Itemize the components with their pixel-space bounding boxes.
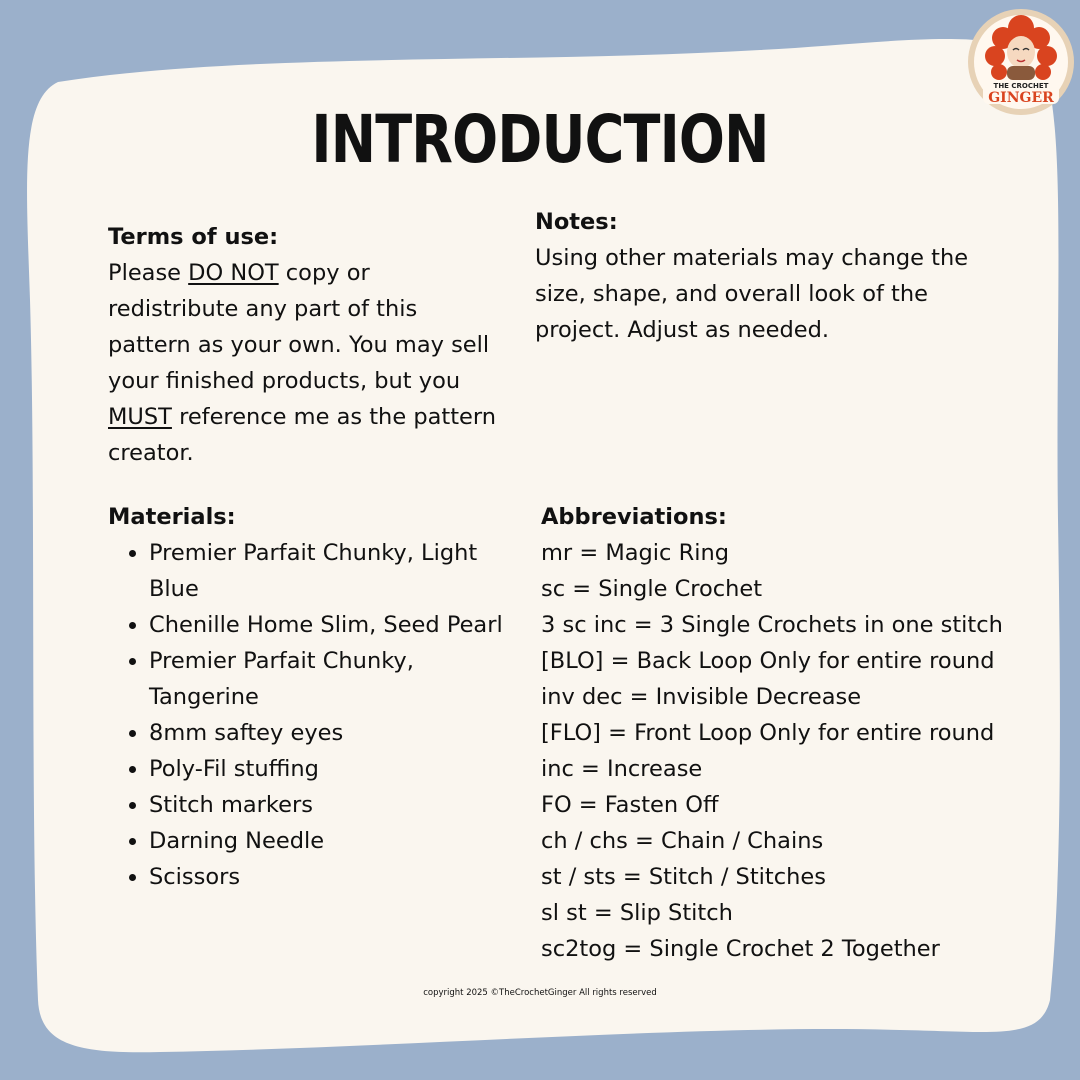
materials-item bbox=[149, 643, 508, 715]
materials-item-text: • Premier Parfait Chunky, Light bbox=[149, 540, 478, 566]
materials-item-text: Tangerine bbox=[149, 684, 259, 710]
terms-line-5 bbox=[108, 399, 508, 435]
abbreviation-item: [BLO] = Back Loop Only for entire round bbox=[541, 648, 995, 674]
abbreviation-item: 3 sc inc = 3 Single Crochets in one stitch bbox=[541, 612, 1003, 638]
materials-section bbox=[108, 499, 508, 895]
materials-item bbox=[149, 607, 508, 643]
terms-must: MUST bbox=[108, 404, 172, 430]
logo-text-line2: GINGER bbox=[988, 90, 1054, 106]
terms-heading: Terms of use: bbox=[108, 224, 279, 250]
terms-line-4: your finished products, but you bbox=[108, 368, 461, 394]
materials-item bbox=[149, 715, 508, 751]
abbreviation-item: inv dec = Invisible Decrease bbox=[541, 684, 862, 710]
copyright-notice: copyright 2025 ©TheCrochetGinger All rights reserved bbox=[423, 988, 657, 998]
terms-line-3: pattern as your own. You may sell bbox=[108, 332, 490, 358]
abbreviation-item: st / sts = Stitch / Stitches bbox=[541, 864, 826, 890]
abbreviation-item: mr = Magic Ring bbox=[541, 540, 730, 566]
abbreviation-item: [FLO] = Front Loop Only for entire round bbox=[541, 720, 995, 746]
materials-item-text: • Scissors bbox=[149, 864, 241, 890]
materials-heading: Materials: bbox=[108, 504, 236, 530]
materials-item-text: • Darning Needle bbox=[149, 828, 325, 854]
abbreviation-item: sl st = Slip Stitch bbox=[541, 900, 733, 926]
page-title: INTRODUCTION bbox=[311, 101, 769, 178]
terms-line-1 bbox=[108, 255, 508, 291]
materials-item bbox=[149, 823, 508, 859]
abbreviation-item: FO = Fasten Off bbox=[541, 792, 719, 818]
logo-text-line1: THE CROCHET bbox=[993, 82, 1049, 90]
terms-text: Please bbox=[108, 260, 189, 286]
notes-section bbox=[535, 204, 975, 348]
materials-item-text: • Chenille Home Slim, Seed Pearl bbox=[149, 612, 503, 638]
materials-item bbox=[149, 859, 508, 895]
terms-section bbox=[108, 219, 508, 471]
abbreviation-item: sc = Single Crochet bbox=[541, 576, 763, 602]
materials-list bbox=[108, 535, 508, 895]
notes-line: Using other materials may change the bbox=[535, 245, 969, 271]
materials-item-text: • Premier Parfait Chunky, bbox=[149, 648, 414, 674]
abbreviations-heading: Abbreviations: bbox=[541, 504, 727, 530]
materials-item-text: • 8mm saftey eyes bbox=[149, 720, 344, 746]
terms-line-6: creator. bbox=[108, 440, 194, 466]
materials-item-text: Blue bbox=[149, 576, 199, 602]
notes-line: project. Adjust as needed. bbox=[535, 317, 830, 343]
materials-item bbox=[149, 787, 508, 823]
abbreviation-item: ch / chs = Chain / Chains bbox=[541, 828, 824, 854]
abbreviations-section bbox=[541, 499, 1041, 967]
terms-do-not: DO NOT bbox=[188, 260, 279, 286]
notes-heading: Notes: bbox=[535, 209, 618, 235]
crochet-ginger-logo bbox=[967, 8, 1075, 116]
abbreviation-item: sc2tog = Single Crochet 2 Together bbox=[541, 936, 940, 962]
materials-item-text: • Poly-Fil stuffing bbox=[149, 756, 319, 782]
materials-item bbox=[149, 751, 508, 787]
terms-line-2: redistribute any part of this bbox=[108, 296, 418, 322]
materials-item bbox=[149, 535, 508, 607]
abbreviation-item: inc = Increase bbox=[541, 756, 703, 782]
terms-text: reference me as the pattern bbox=[171, 404, 496, 430]
materials-item-text: • Stitch markers bbox=[149, 792, 313, 818]
terms-text: copy or bbox=[278, 260, 370, 286]
notes-line: size, shape, and overall look of the bbox=[535, 281, 928, 307]
